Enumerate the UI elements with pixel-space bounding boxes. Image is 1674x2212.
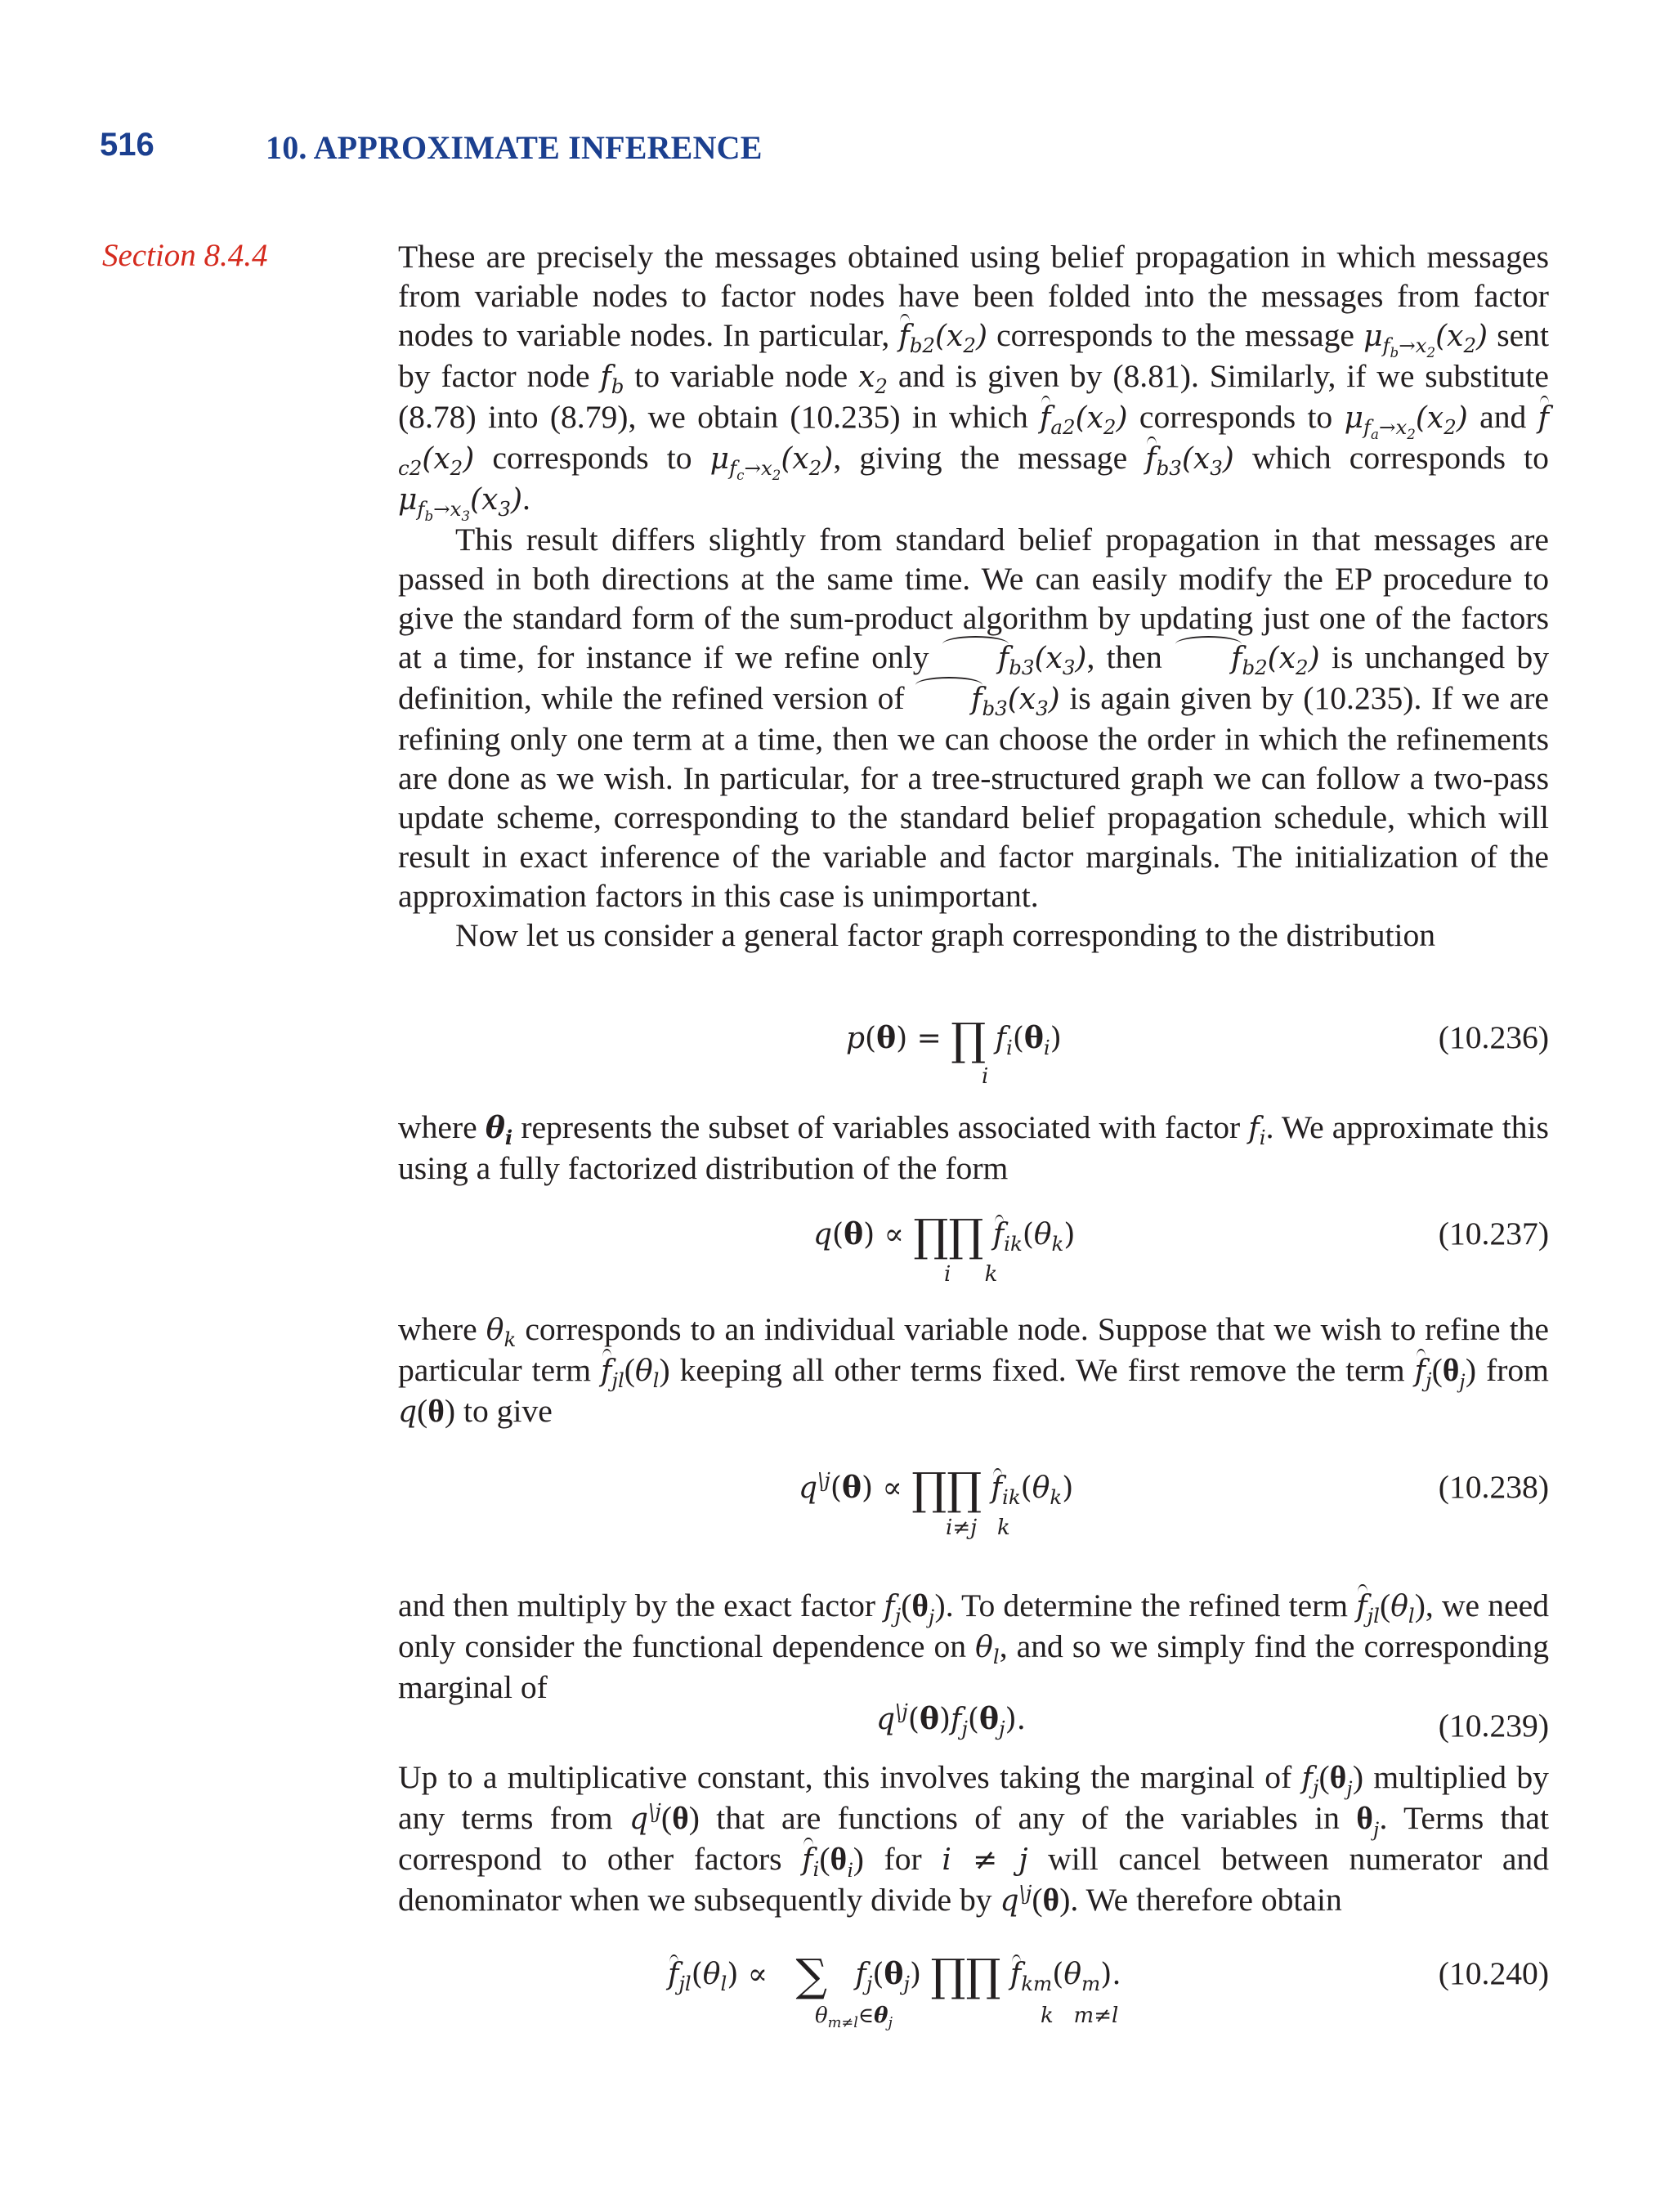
equation-10-240: $f_{jl}(\theta_l)$ ∝ ∑ $f_j(\theta_j)$ ∏∏ $f_{km}(\theta_m)$. $\theta_{m\ne l}\in\theta_j$ k m≠l (10.240): [668, 1950, 1549, 2032]
chapter-title: 10. APPROXIMATE INFERENCE: [266, 129, 763, 166]
equation-10-237: q(θ) ∝ ∏∏ $f_{ik}(\theta_k)$ i k (10.237): [813, 1210, 1549, 1287]
equation-10-238: $q^{\backslash j}(\theta)$ ∝ ∏∏ $f_{ik}(\theta_k)$ i≠j k (10.238): [799, 1463, 1549, 1540]
paragraph-4: where $\theta_i$ represents the subset of variables associated with factor $f_i$. We approximate this using a fully factorized distribution of the form: [398, 1109, 1549, 1186]
paragraph-7: Up to a multiplicative constant, this involves taking the marginal of $f_j(\theta_j)$ multiplied by any terms from $q^{\backslash j}(\theta)$ that are functions of any of the variables in $\theta_j$. Terms that correspond to other factors $f_i(\theta_i)$ for i ≠ j will cancel between numerator and denominator when we subsequently divide by $q^{\backslash j}(\theta)$. We therefore obtain: [398, 1759, 1549, 1918]
section-reference: Section 8.4.4: [102, 238, 268, 273]
page-number: 516: [100, 127, 154, 163]
paragraph-1: These are precisely the messages obtained using belief propagation in which messages from variable nodes to factor nodes have been folded into the messages from factor nodes to variable nodes. In particular, $f_{b2}(x_2)$ corresponds to the message $\mu_{f_b\to x_2}(x_2)$ sent by factor node $f_b$ to variable node $x_2$ and is given by (8.81). Similarly, if we substitute (8.78) into (8.79), we obtain (10.235) in which $f_{a2}(x_2)$ corresponds to $\mu_{f_a\to x_2}(x_2)$ and $f_{c2}(x_2)$ corresponds to $\mu_{f_c\to x_2}(x_2)$, giving the message $f_{b3}(x_3)$ which corresponds to $\mu_{f_b\to x_3}(x_3)$. This result differs slightly from standard belief propagation in that messages are passed in both directions at the same time. We can easily modify the EP procedure to give the standard form of the sum-product algorithm by updating just one of the factors at a time, for instance if we refine only $f_{b3}(x_3)$, then $f_{b2}(x_2)$ is unchanged by definition, while the refined version of $f_{b3}(x_3)$ is again given by (10.235). If we are refining only one term at a time, then we can choose the order in which the refinements are done as we wish. In particular, for a tree-structured graph we can follow a two-pass update scheme, corresponding to the standard belief propagation schedule, which will result in exact inference of the variable and factor marginals. The initialization of the approximation factors in this case is unimportant. Now let us consider a general factor graph corresponding to the distribution: [398, 239, 1549, 953]
paragraph-6: and then multiply by the exact factor $f_j(\theta_j)$. To determine the refined term $f_{jl}(\theta_l)$, we need only consider the functional dependence on $\theta_l$, and so we simply find the corresponding marginal of: [398, 1587, 1549, 1705]
paragraph-5: where $\theta_k$ corresponds to an individual variable node. Suppose that we wish to refine the particular term $f_{jl}(\theta_l)$ keeping all other terms fixed. We first remove the term $f_j(\theta_j)$ from q(θ) to give: [398, 1311, 1549, 1429]
equation-10-239: $q^{\backslash j}(\theta)f_j(\theta_j)$. (10.239): [876, 1699, 1549, 1744]
equation-10-236: p(θ) = ∏ $f_i(\theta_i)$ i (10.236): [846, 1014, 1549, 1089]
